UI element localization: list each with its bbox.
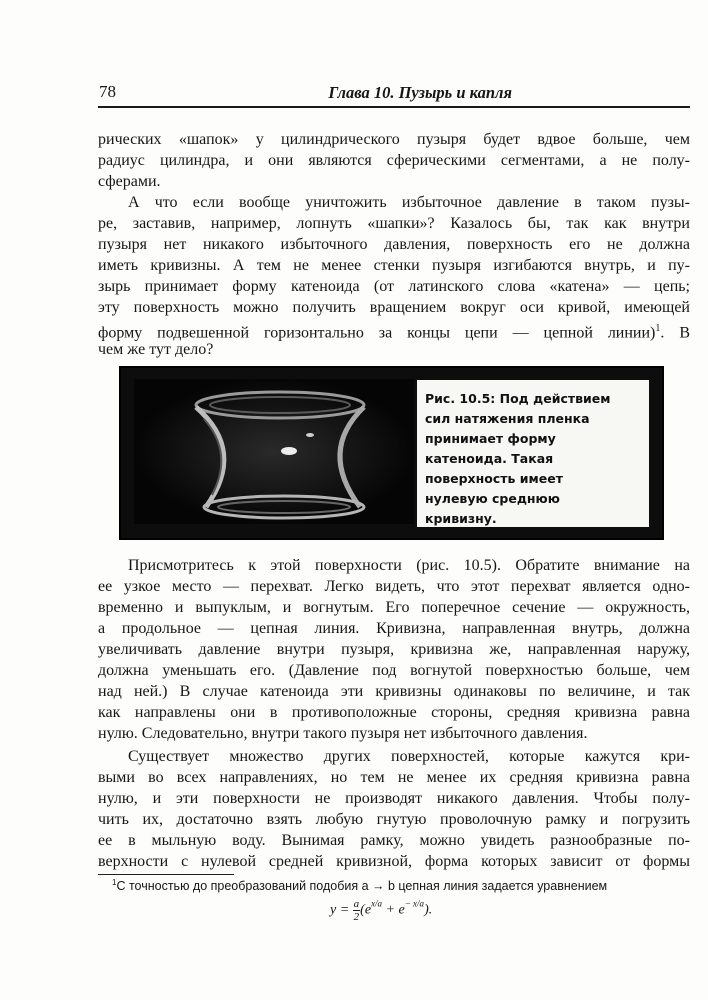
caption-line-4: катеноида. Такая [425, 451, 554, 466]
paragraph-3-line-9: нулю. Следовательно, внутри такого пузыря нет избыточного давления. [98, 725, 588, 742]
footnote-rule [98, 874, 234, 875]
paragraph-3-line-8: как направлены они в противоположные стороны, средняя кривизна равна [98, 704, 690, 721]
paragraph-3-line-2: ее узкое место — перехват. Легко видеть, что этот перехват является одно- [98, 578, 690, 595]
caption-line-7: кривизну. [425, 511, 497, 526]
paragraph-2-line-6: эту поверхность можно получить вращением вокруг оси кривой, имеющей [98, 299, 690, 316]
header-rule [98, 106, 690, 108]
running-head: Глава 10. Пузырь и капля [328, 83, 512, 102]
formula-mid: + e [382, 902, 405, 918]
paragraph-1-line-3: сферами. [98, 173, 161, 190]
paragraph-2-line-2: ре, заставив, например, лопнуть «шапки»? Казалось бы, так как внутри [98, 215, 690, 232]
paragraph-2-line-7-text: форму подвешенной горизонтально за концы цепи — цепной линии) [98, 324, 656, 342]
caption-line-1: Рис. 10.5: Под действием [425, 391, 611, 406]
paragraph-2-line-1: А что если вообще уничтожить избыточное давление в таком пузы- [128, 194, 690, 211]
caption-line-2: сил натяжения пленка [425, 411, 590, 426]
paragraph-2-line-3: пузыря нет никакого избыточного давления, поверхность его не должна [98, 236, 690, 253]
formula-fraction-denominator: 2 [353, 911, 360, 923]
catenoid-photo [134, 379, 414, 524]
formula-fraction-numerator: a [353, 898, 360, 910]
formula-lhs: y = [330, 902, 350, 918]
paragraph-4-line-3: нулю, и эти поверхности не производят никакого давления. Чтобы полу- [98, 790, 690, 807]
formula-open: (e [360, 902, 372, 918]
formula-exponent-2: − x/a [404, 898, 425, 909]
formula-exponent-1: x/a [371, 898, 383, 909]
paragraph-1-line-1: рических «шапок» у цилиндрического пузыря будет вдвое больше, чем [98, 131, 690, 148]
paragraph-3-line-7: над ней.) В случае катеноида эти кривизны одинаковы по величине, и так [98, 683, 690, 700]
paragraph-3-line-1: Присмотритесь к этой поверхности (рис. 10.5). Обратите внимание на [128, 557, 690, 574]
paragraph-2-line-7-tail: . В [660, 324, 690, 342]
footnote-reference: 1 [655, 323, 661, 334]
paragraph-1-line-2: радиус цилиндра, и они являются сферическими сегментами, а не полу- [98, 152, 690, 169]
paragraph-4-line-2: выми во всех направлениях, но тем не менее их средняя кривизна равна [98, 769, 690, 786]
paragraph-2-line-5: зырь принимает форму катеноида (от латинского слова «катена» — цепь; [98, 278, 690, 295]
caption-line-6: нулевую среднюю [425, 491, 560, 506]
footnote-text: С точностью до преобразований подобия a → b цепная линия задается уравнением [116, 879, 608, 894]
figure-10-5 [119, 366, 664, 540]
paragraph-2-line-4: иметь кривизны. А тем не менее стенки пузыря изгибаются внутрь, и пу- [98, 257, 690, 274]
footnote-marker: 1 [112, 878, 117, 887]
paragraph-4-line-5: ее в мыльную воду. Вынимая рамку, можно увидеть разнообразные по- [98, 832, 690, 849]
paragraph-2-line-8: чем же тут дело? [98, 341, 214, 358]
paragraph-3-line-6: должна уменьшать его. (Давление под вогнутой поверхностью больше, чем [98, 662, 690, 679]
figure-caption [417, 380, 649, 527]
paragraph-3-line-5: увеличивать давление внутри пузыря, кривизна же, направленная наружу, [98, 641, 690, 658]
paragraph-3-line-3: временно и выпуклым, и вогнутым. Его поперечное сечение — окружность, [98, 599, 690, 616]
caption-line-5: поверхность имеет [425, 471, 563, 486]
formula-close: ). [424, 902, 433, 918]
paragraph-4-line-6: верхности с нулевой средней кривизной, форма которых зависит от формы [98, 853, 690, 870]
paragraph-3-line-4: а продольное — цепная линия. Кривизна, направленная внутрь, должна [98, 620, 690, 637]
paragraph-4-line-1: Существует множество других поверхностей, которые кажутся кри- [128, 748, 690, 765]
catenary-formula [330, 898, 432, 923]
caption-line-3: принимает форму [425, 431, 556, 446]
page-number: 78 [99, 82, 116, 101]
paragraph-4-line-4: чить их, достаточно взять любую гнутую проволочную рамку и погрузить [98, 811, 690, 828]
footnote [112, 878, 607, 893]
